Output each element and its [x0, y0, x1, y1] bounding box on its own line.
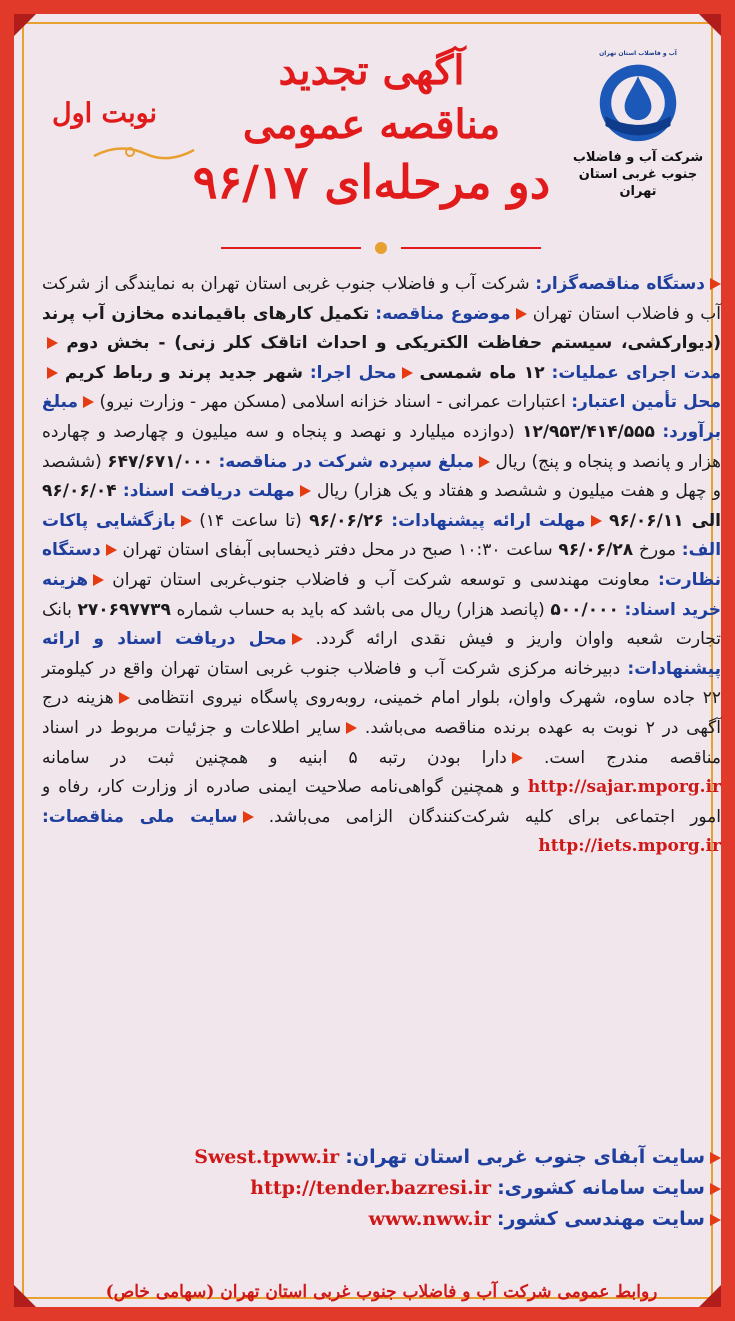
arrow-bullet-icon	[47, 367, 58, 379]
arrow-bullet-icon	[346, 722, 357, 734]
header	[42, 40, 721, 260]
site-links	[42, 1142, 721, 1235]
corner-ornament	[14, 1285, 36, 1307]
arrow-bullet-icon	[710, 1152, 721, 1164]
title-line: مناقصه عمومی	[242, 101, 501, 148]
site-link[interactable]: www.nww.ir	[368, 1208, 491, 1230]
arrow-bullet-icon	[479, 456, 490, 468]
corner-ornament	[14, 14, 36, 36]
paragraph: دستگاه مناقصه‌گزار: شرکت آب و فاضلاب جنوب غربی استان تهران به نمایندگی از شرکت آب و فاضلاب استان تهران موضوع مناقصه: تکمیل کارهای باقیمانده مخازن آب پرند (دیوارکشی، سیستم حفاظت الکتریکی و احداث اتاقک کلر زنی) - بخش دوم مدت اجرای عملیات: ۱۲ ماه شمسی محل اجرا: شهر جدید پرند و رباط کریم محل تأمین اعتبار: اعتبارات عمرانی - اسناد خزانه اسلامی (مسکن مهر - وزارت نیرو) مبلغ برآورد: ۱۲/۹۵۳/۴۱۴/۵۵۵ (دوازده میلیارد و نهصد و پنجاه و سه میلیون و چهارصد و چهارده هزار و پانصد و پنجاه و پنج) ریال مبلغ سپرده شرکت در مناقصه: ۶۴۷/۶۷۱/۰۰۰ (ششصد و چهل و هفت میلیون و ششصد و هفتاد و یک هزار) ریال مهلت دریافت اسناد: ۹۶/۰۶/۰۴ الی ۹۶/۰۶/۱۱ مهلت ارائه پیشنهادات: ۹۶/۰۶/۲۶ (تا ساعت ۱۴) بازگشایی پاکات الف: مورخ ۹۶/۰۶/۲۸ ساعت ۱۰:۳۰ صبح در محل دفتر ذیحسابی آبفای استان تهران دستگاه نظارت: معاونت مهندسی و توسعه شرکت آب و فاضلاب جنوب‌غربی استان تهران هزینه خرید اسناد: ۵۰۰/۰۰۰ (پانصد هزار) ریال می باشد که باید به حساب شماره ۲۷۰۶۹۷۷۳۹ بانک تجارت شعبه واوان واریز و فیش نقدی ارائه گردد. محل دریافت اسناد و ارائه پیشنهادات: دبیرخانه مرکزی شرکت آب و فاضلاب جنوب غربی استان تهران واقع در کیلومتر ۲۲ جاده ساوه، شهرک واوان، بلوار امام خمینی، روبه‌روی پاسگاه نیروی انتظامی هزینه درج آگهی در ۲ نوبت به عهده برنده مناقصه می‌باشد. سایر اطلاعات و جزئیات مربوط در اسناد مناقصه مندرج است. دارا بودن رتبه ۵ ابنیه و همچنین ثبت در سامانه http://sajar.mporg.ir و همچنین گواهی‌نامه صلاحیت ایمنی صادره از وزارت کار، رفاه و امور اجتماعی برای کلیه شرکت‌کنندگان الزامی می‌باشد. سایت ملی مناقصات: http://iets.mporg.ir	[42, 274, 722, 857]
arrow-bullet-icon	[402, 367, 413, 379]
divider-ornament	[221, 240, 541, 256]
arrow-bullet-icon	[106, 544, 117, 556]
arrow-bullet-icon	[93, 574, 104, 586]
flourish-icon	[90, 140, 200, 166]
arrow-bullet-icon	[516, 308, 527, 320]
arrow-bullet-icon	[243, 811, 254, 823]
arrow-bullet-icon	[119, 692, 130, 704]
site-link[interactable]: http://tender.bazresi.ir	[250, 1177, 492, 1199]
arrow-bullet-icon	[591, 515, 602, 527]
arrow-bullet-icon	[181, 515, 192, 527]
ad-body	[42, 270, 721, 862]
title-line: دو مرحله‌ای ۹۶/۱۷	[192, 155, 551, 209]
company-logo	[563, 50, 713, 200]
title-line: آگهی تجدید	[278, 47, 465, 94]
site-line: سایت سامانه کشوری: http://tender.bazresi.ir	[42, 1173, 721, 1204]
footer-public-relations: روابط عمومی شرکت آب و فاضلاب جنوب غربی استان تهران (سهامی خاص)	[105, 1282, 658, 1302]
arrow-bullet-icon	[300, 485, 311, 497]
arrow-bullet-icon	[710, 1214, 721, 1226]
logo-small-text: آب و فاضلاب استان تهران	[599, 50, 677, 57]
site-link[interactable]: Swest.tpww.ir	[194, 1146, 340, 1168]
sajar-link[interactable]: http://sajar.mporg.ir	[527, 777, 721, 798]
site-line: سایت مهندسی کشور: www.nww.ir	[42, 1204, 721, 1235]
ad-title	[192, 44, 551, 212]
arrow-bullet-icon	[83, 396, 94, 408]
arrow-bullet-icon	[710, 1183, 721, 1195]
corner-ornament	[699, 14, 721, 36]
water-drop-logo-icon	[590, 57, 686, 145]
iets-link[interactable]: http://iets.mporg.ir	[538, 836, 721, 857]
arrow-bullet-icon	[710, 278, 721, 290]
arrow-bullet-icon	[292, 633, 303, 645]
arrow-bullet-icon	[512, 752, 523, 764]
site-line: سایت آبفای جنوب غربی استان تهران: Swest.tpww.ir	[42, 1142, 721, 1173]
turn-label: نوبت اول	[52, 98, 158, 129]
arrow-bullet-icon	[47, 337, 58, 349]
company-name: شرکت آب و فاضلاب جنوب غربی استان تهران	[572, 150, 704, 199]
ad-content	[42, 40, 721, 1309]
